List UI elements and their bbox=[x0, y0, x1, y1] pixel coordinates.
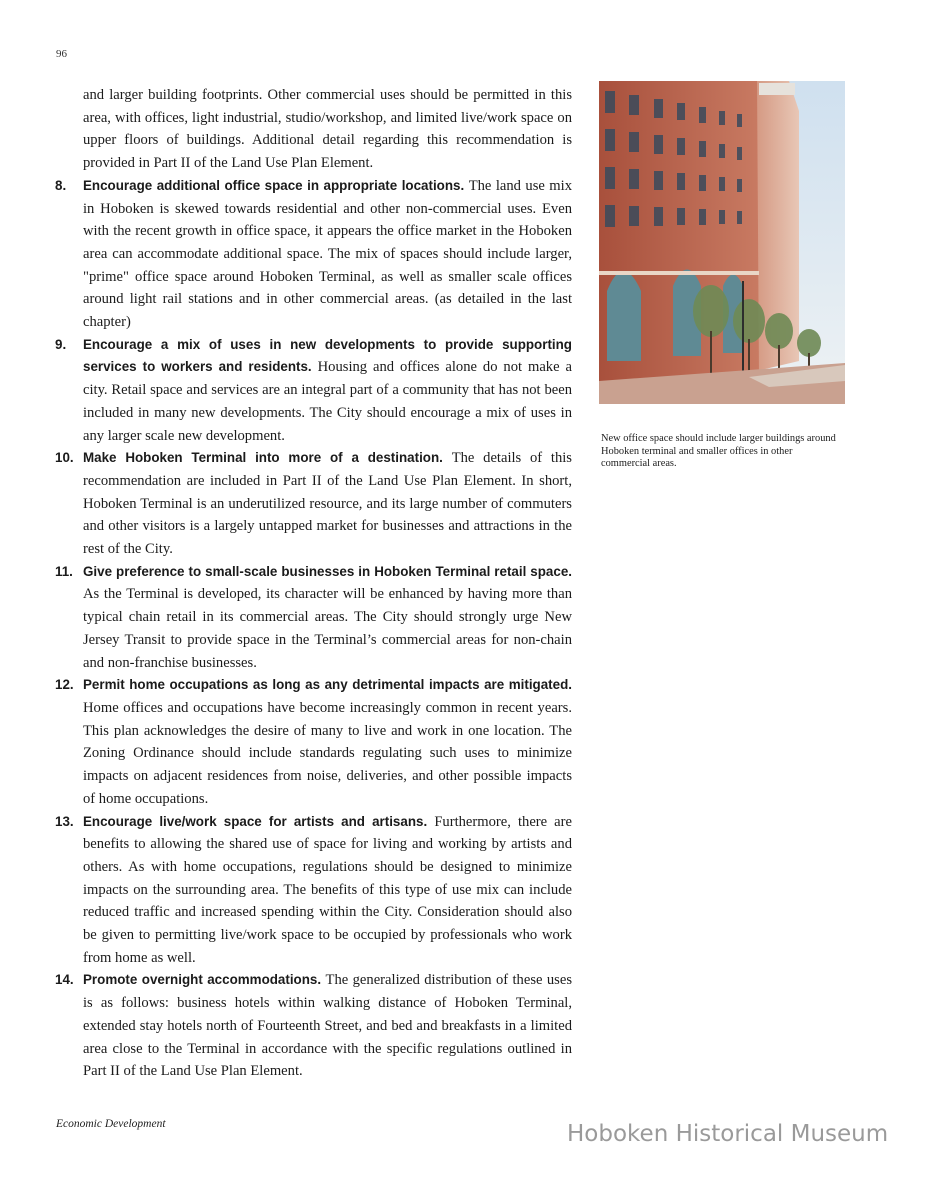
recommendation-number: 13. bbox=[55, 813, 74, 829]
recommendation-heading: Give preference to small-scale businesses in Hoboken Terminal retail space. bbox=[83, 563, 572, 579]
recommendation-text: The generalized distribution of these uses is as follows: business hotels within walking distance of Hoboken Terminal, extended stay hotels north of Fourteenth Street, and bed and breakfasts in a limited area close to the Terminal in accordance with the specific regulations outlined in Part II of the Land Use Plan Element. bbox=[83, 972, 572, 1080]
recommendation-item bbox=[55, 969, 572, 1083]
recommendation-item bbox=[55, 334, 572, 448]
recommendation-heading: Promote overnight accommodations. bbox=[83, 972, 326, 988]
recommendation-text: The details of this recommendation are included in Part II of the Land Use Plan Element. In short, Hoboken Terminal is an underutilized resource, and its large number of commuters and other visitors is a largely untapped market for businesses and attractions in the rest of the City. bbox=[83, 450, 572, 558]
recommendation-heading: Encourage a mix of uses in new developments to provide supporting services to workers and residents. bbox=[83, 336, 572, 375]
page-number: 96 bbox=[56, 48, 67, 60]
recommendation-item bbox=[55, 447, 572, 561]
recommendation-text: As the Terminal is developed, its character will be enhanced by having more than typical chain retail in its commercial areas. The City should strongly urge New Jersey Transit to provide space in the Terminal’s commercial areas for non-chain and non-franchise businesses. bbox=[83, 586, 572, 671]
footer-section-title: Economic Development bbox=[56, 1118, 166, 1130]
recommendation-text: Home offices and occupations have become increasingly common in recent years. This plan acknowledges the desire of many to live and work in one location. The Zoning Ordinance should include standards regulating such uses to minimize impacts on adjacent residences from noise, deliveries, and other possible impacts of home occupations. bbox=[83, 699, 572, 807]
recommendation-text: Furthermore, there are benefits to allowing the shared use of space for living and working by artists and others. As with home occupations, regulations should be designed to minimize impacts on the surrounding area. The benefits of this type of use mix can include reduced traffic and increased spending within the City. Consideration should also be given to permitting live/work space to be occupied by professionals who work from home as well. bbox=[83, 813, 573, 966]
recommendation-heading: Make Hoboken Terminal into more of a destination. bbox=[83, 450, 452, 466]
recommendation-number: 11. bbox=[55, 563, 73, 579]
office-building-photo bbox=[599, 81, 845, 404]
recommendation-number: 14. bbox=[55, 972, 74, 988]
recommendation-number: 10. bbox=[55, 450, 74, 466]
recommendation-item bbox=[55, 674, 572, 810]
recommendation-item bbox=[55, 561, 572, 675]
recommendation-heading: Permit home occupations as long as any detrimental impacts are mitigated. bbox=[83, 677, 572, 693]
recommendation-heading: Encourage live/work space for artists and artisans. bbox=[83, 813, 435, 829]
recommendation-item bbox=[55, 175, 572, 334]
recommendation-text: The land use mix in Hoboken is skewed towards residential and other non-commercial uses. Even with the recent growth in office space, it appears the office market in the Hoboken area can accommodate additional space. The mix of spaces should include larger, "prime" office space around Hoboken Terminal, as well as smaller scale offices around light rail stations and in other commercial areas. (as detailed in the last chapter) bbox=[83, 177, 572, 331]
intro-paragraph: and larger building footprints. Other commercial uses should be permitted in this area, with offices, light industrial, studio/workshop, and limited live/work space on upper floors of buildings. Additional detail regarding this recommendation is provided in Part II of the Land Use Plan Element. bbox=[83, 87, 572, 172]
recommendation-number: 9. bbox=[55, 336, 67, 352]
body-text bbox=[55, 84, 572, 1083]
recommendation-item bbox=[55, 811, 572, 970]
museum-watermark: Hoboken Historical Museum bbox=[567, 1121, 889, 1147]
recommendation-heading: Encourage additional office space in appropriate locations. bbox=[83, 177, 469, 193]
recommendation-text: Housing and offices alone do not make a city. Retail space and services are an integral part of a community that has not been included in many new developments. The City should encourage a mix of uses in any larger scale new development. bbox=[83, 359, 572, 444]
recommendation-number: 12. bbox=[55, 677, 74, 693]
photo-caption: New office space should include larger buildings around Hoboken terminal and smaller offices in other commercial areas. bbox=[601, 433, 836, 470]
recommendation-number: 8. bbox=[55, 177, 67, 193]
